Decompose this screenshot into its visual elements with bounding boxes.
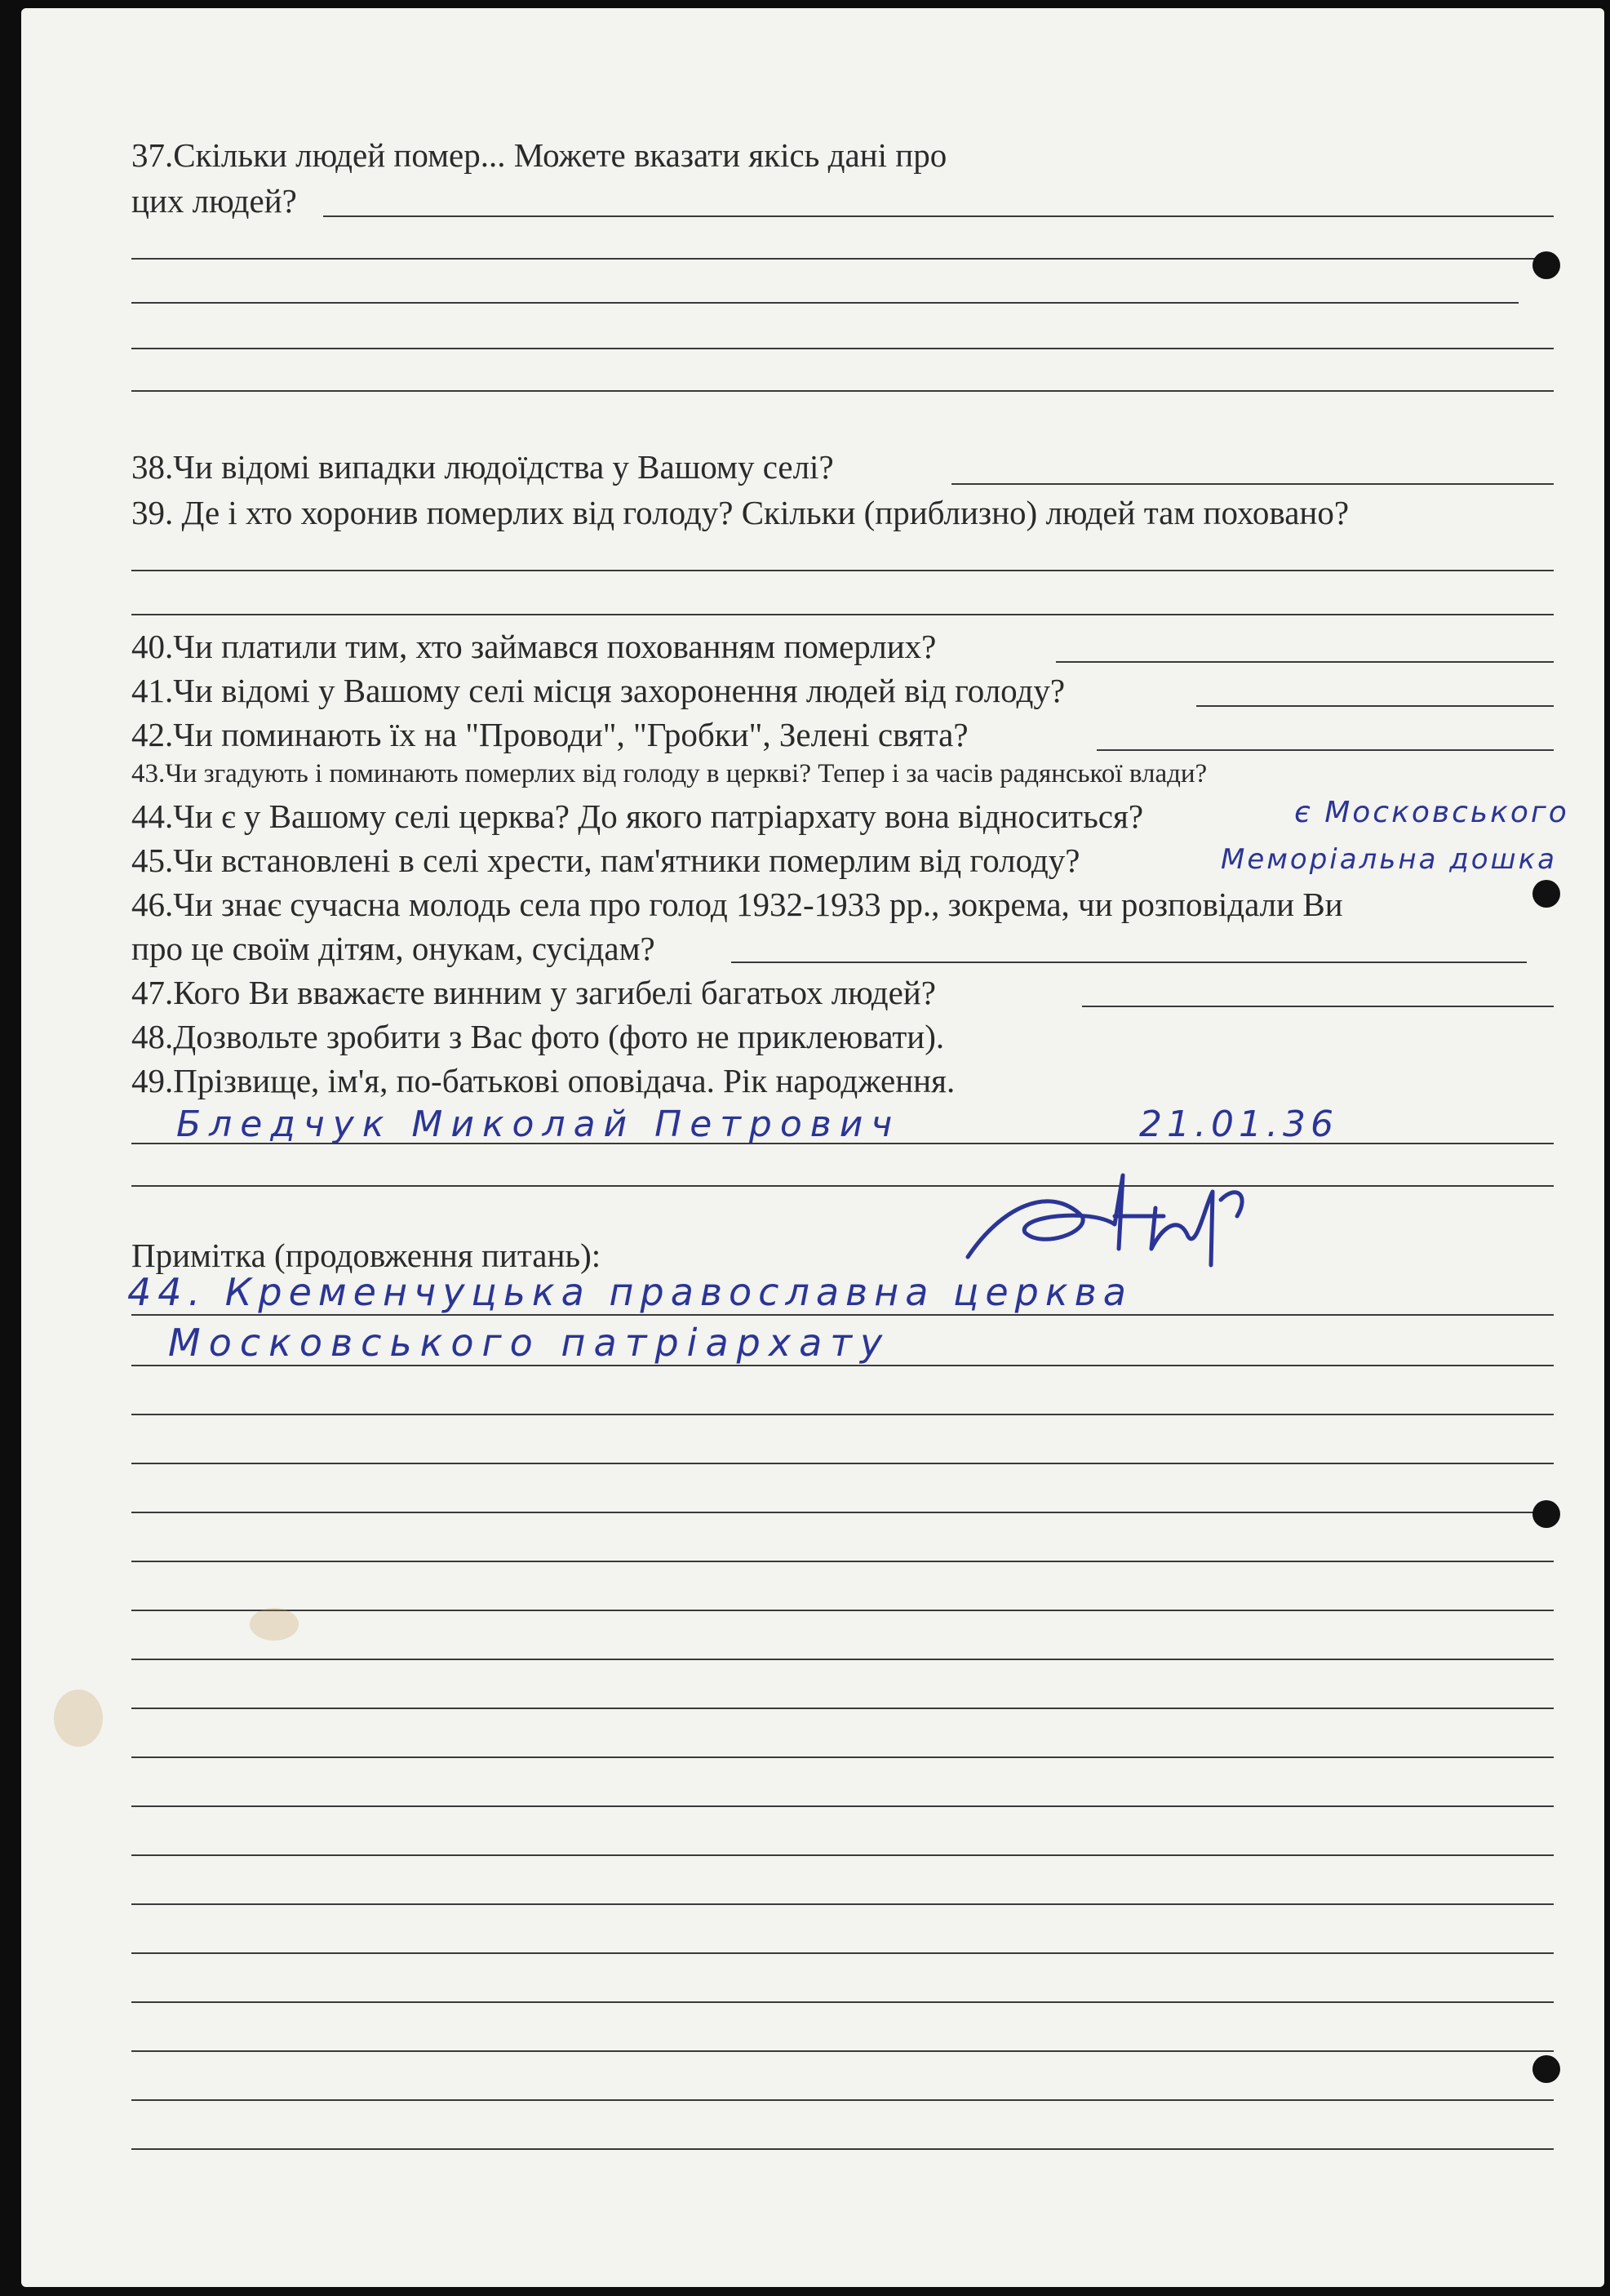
question-47: 47.Кого Ви вважаєте винним у загибелі багатьох людей? — [131, 974, 936, 1011]
note-line — [131, 2148, 1554, 2150]
note-line — [131, 1659, 1554, 1660]
punch-hole — [1532, 251, 1560, 279]
answer-45-handwritten: Меморіальна дошка — [1221, 843, 1558, 876]
punch-hole — [1532, 880, 1560, 908]
note-line — [131, 1414, 1554, 1415]
note-line — [131, 2001, 1554, 2003]
answer-line — [1082, 1006, 1554, 1007]
note-line — [131, 1708, 1554, 1709]
question-46: 46.Чи знає сучасна молодь села про голод 1932-1933 рр., зокрема, чи розповідали Ви — [131, 886, 1343, 923]
note-line — [131, 2050, 1554, 2052]
note-line — [131, 1463, 1554, 1464]
note-line — [131, 1365, 1554, 1366]
answer-line — [1056, 661, 1554, 663]
question-43: 43.Чи згадують і поминають померлих від голоду в церкві? Тепер і за часів радянської влади? — [131, 759, 1208, 788]
answer-44-handwritten: є Московського — [1294, 796, 1569, 829]
answer-line — [131, 570, 1554, 571]
note-line — [131, 1512, 1554, 1513]
question-41: 41.Чи відомі у Вашому селі місця захоронення людей від голоду? — [131, 672, 1066, 709]
answer-line — [131, 614, 1554, 615]
answer-line — [131, 1143, 1554, 1144]
answer-line — [323, 215, 1554, 217]
paper-stain — [54, 1690, 103, 1747]
note-handwritten-line-1: 44. Кременчуцька православна церква — [127, 1270, 1133, 1314]
note-line — [131, 1756, 1554, 1758]
question-37: 37.Скільки людей помер... Можете вказати якісь дані про — [131, 136, 947, 174]
punch-hole — [1532, 2055, 1560, 2083]
note-line — [131, 1903, 1554, 1905]
question-40: 40.Чи платили тим, хто займався похованням померлих? — [131, 628, 937, 665]
answer-line — [131, 348, 1554, 349]
signature-mark — [951, 1159, 1262, 1281]
question-44: 44.Чи є у Вашому селі церква? До якого патріархату вона відноситься? — [131, 797, 1144, 835]
question-37-continued: цих людей? — [131, 182, 297, 220]
answer-49-name: Бледчук Миколай Петрович — [176, 1104, 901, 1145]
question-38: 38.Чи відомі випадки людоїдства у Вашому селі? — [131, 448, 834, 486]
note-line — [131, 1610, 1554, 1611]
question-45: 45.Чи встановлені в селі хрести, пам'ятники померлим від голоду? — [131, 842, 1080, 879]
question-49: 49.Прізвище, ім'я, по-батькові оповідача. Рік народження. — [131, 1062, 956, 1099]
note-line — [131, 1805, 1554, 1807]
question-39: 39. Де і хто хоронив померлих від голоду? Скільки (приблизно) людей там поховано? — [131, 494, 1350, 531]
note-label: Примітка (продовження питань): — [131, 1237, 601, 1274]
paper-stain — [250, 1608, 299, 1641]
note-line — [131, 1854, 1554, 1856]
answer-line — [131, 390, 1554, 392]
answer-line — [731, 961, 1527, 963]
note-handwritten-line-2: Московського патріархату — [168, 1321, 891, 1365]
answer-line — [131, 1185, 1554, 1187]
answer-line — [1196, 705, 1554, 707]
question-46-continued: про це своїм дітям, онукам, сусідам? — [131, 930, 655, 967]
question-42: 42.Чи поминають їх на "Проводи", "Гробки", Зелені свята? — [131, 716, 969, 753]
note-line — [131, 1952, 1554, 1954]
punch-hole — [1532, 1500, 1560, 1528]
question-48: 48.Дозвольте зробити з Вас фото (фото не приклеювати). — [131, 1018, 945, 1055]
answer-49-year: 21.01.36 — [1139, 1104, 1338, 1145]
answer-line — [131, 302, 1519, 304]
answer-line — [131, 258, 1554, 260]
note-line — [131, 1314, 1554, 1316]
note-line — [131, 1561, 1554, 1562]
note-line — [131, 2099, 1554, 2101]
questionnaire-sheet — [21, 8, 1604, 2287]
answer-line — [951, 483, 1554, 485]
answer-line — [1097, 749, 1554, 751]
